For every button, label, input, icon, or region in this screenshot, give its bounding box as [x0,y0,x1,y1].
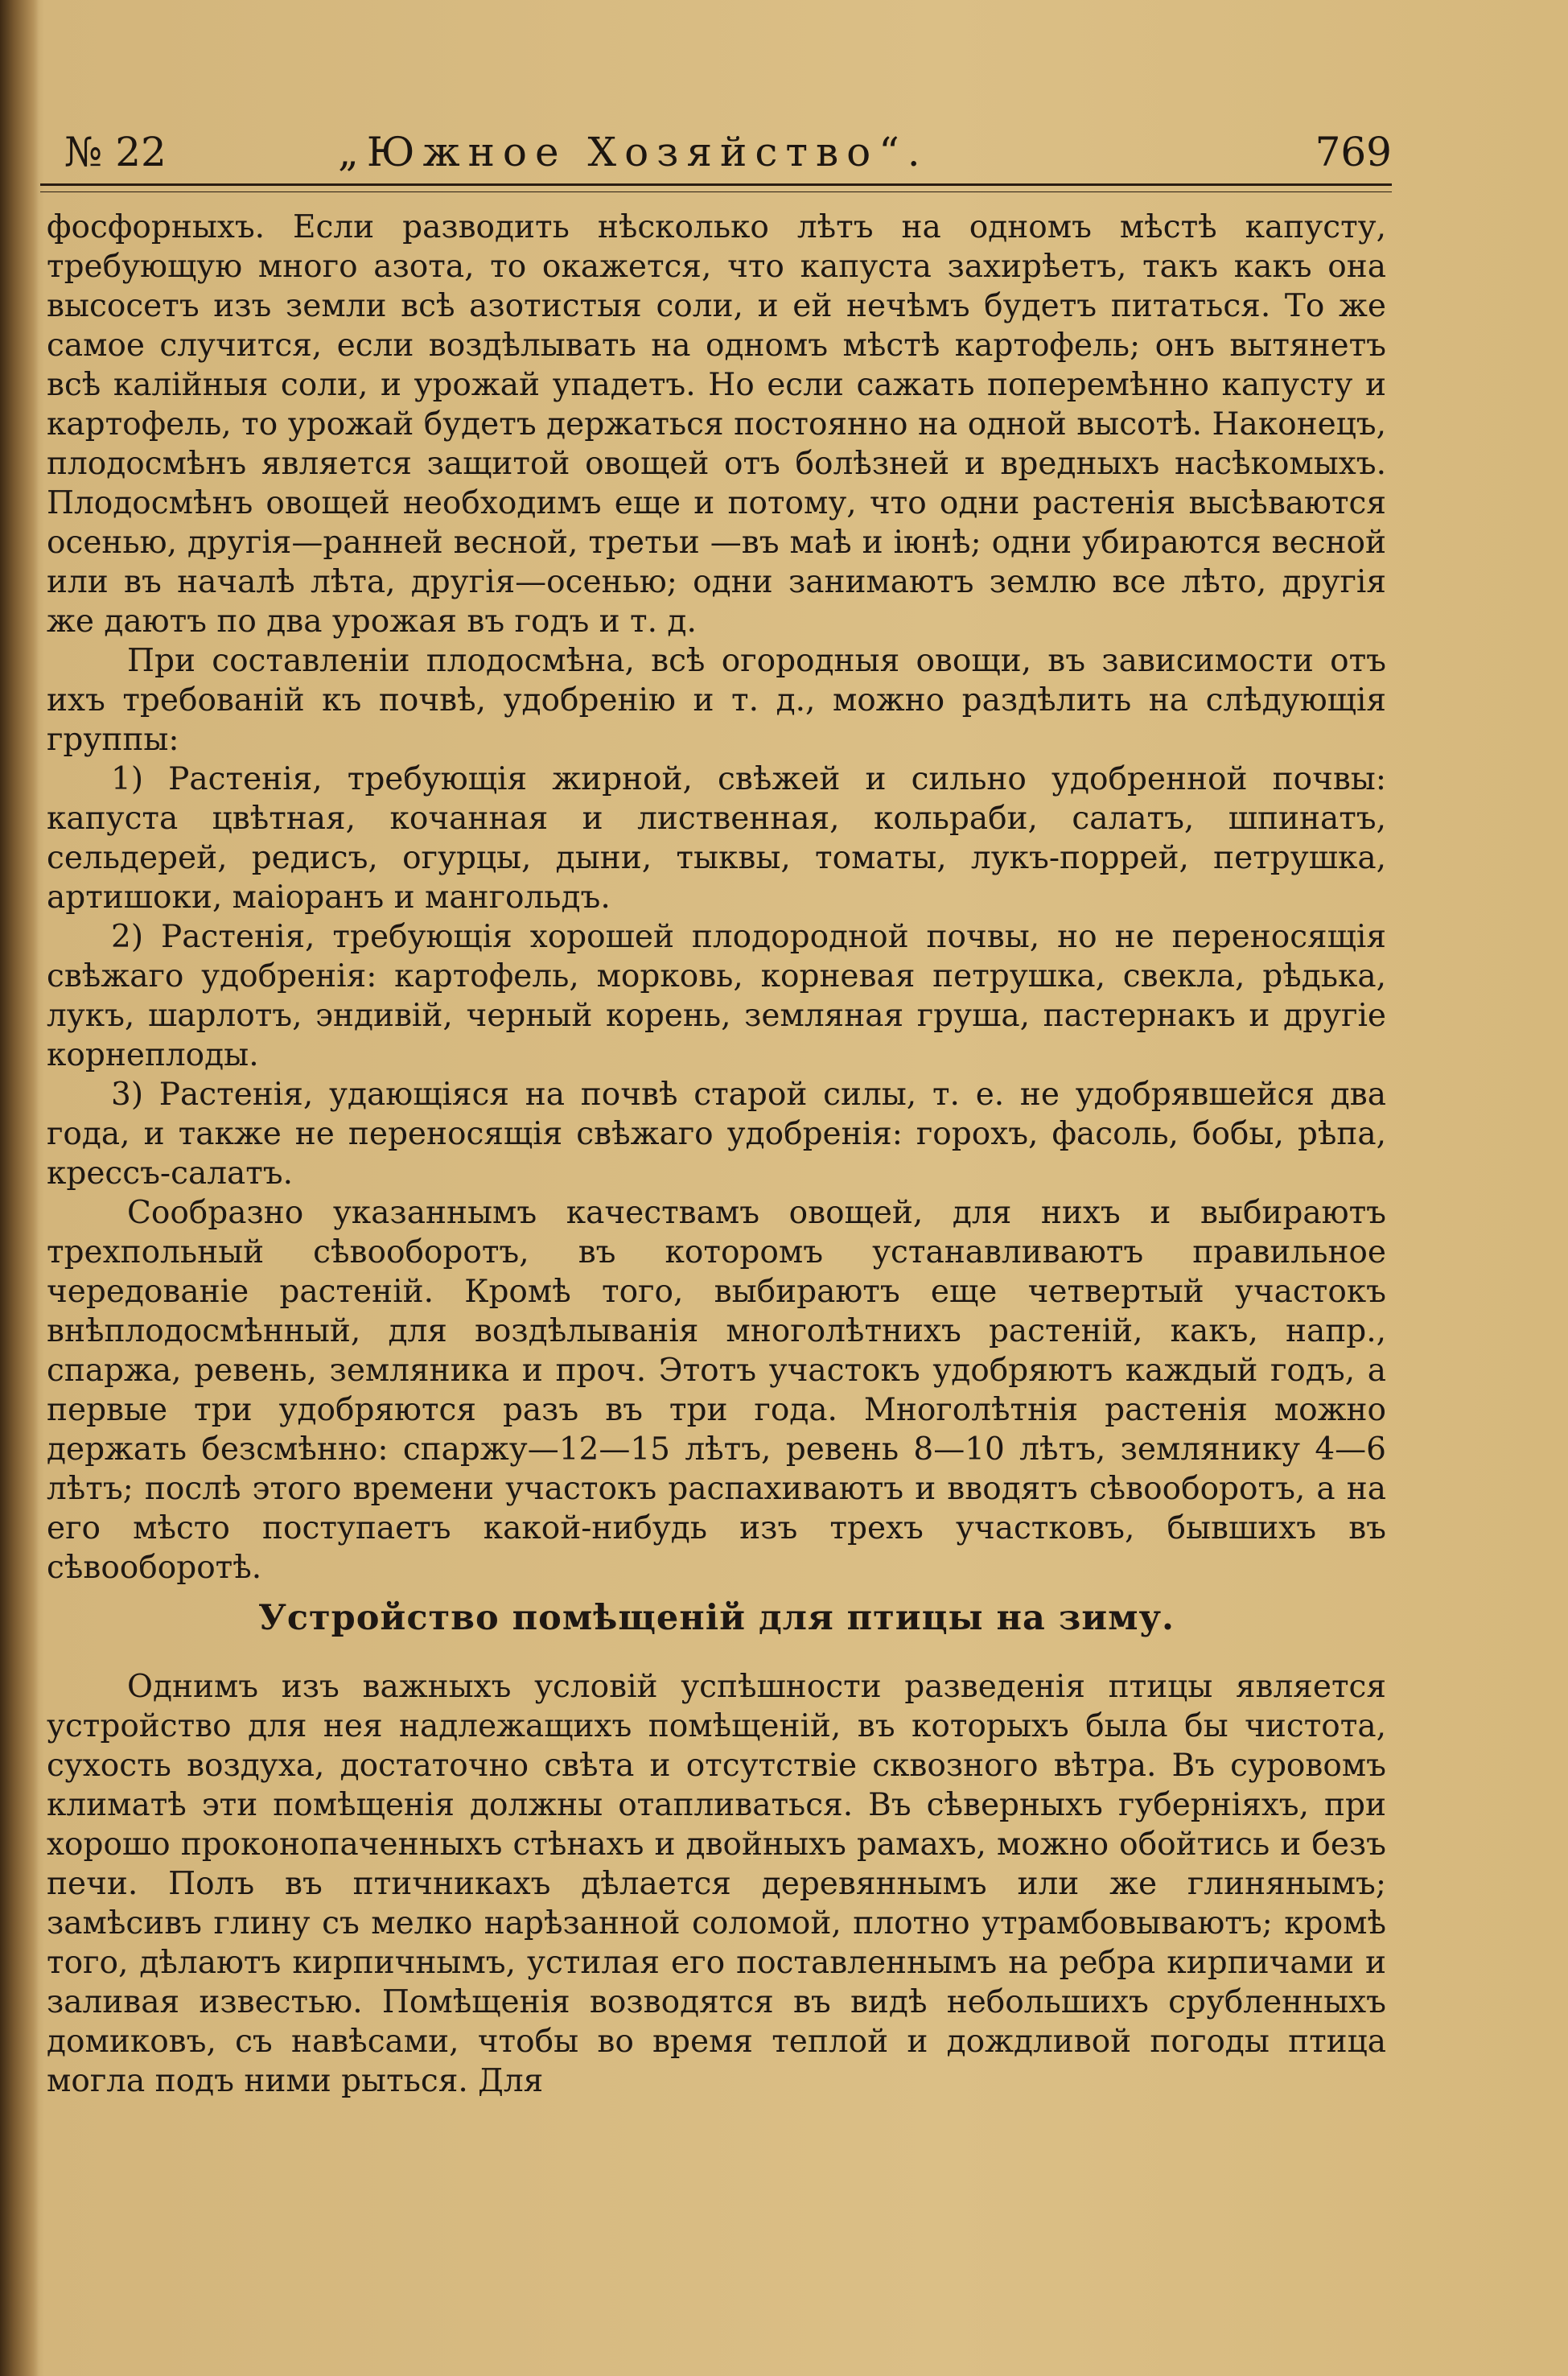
page-binding-edge [0,0,39,2376]
header-rule-thin [40,191,1392,192]
section-heading: Устройство помѣщеній для птицы на зиму. [257,1598,1175,1638]
header-rule [40,183,1392,186]
running-header [64,129,1392,185]
issue-number: № 22 [64,129,167,175]
section-paragraph: Однимъ изъ важныхъ условій успѣшности разведенія птицы является устройство для нея надлежащихъ помѣщеній, въ которыхъ была бы чистота, сухость воздуха, достаточно свѣта и отсутствіе сквозного вѣтра. Въ суровомъ климатѣ эти помѣщенія должны отапливаться. Въ сѣверныхъ губерніяхъ, при хорошо проконопаченныхъ стѣнахъ и двойныхъ рамахъ, можно обойтись и безъ печи. Полъ въ птичникахъ дѣлается деревяннымъ или же глинянымъ; замѣсивъ глину съ мелко нарѣзанной соломой, плотно утрамбовываютъ; кромѣ того, дѣлаютъ кирпичнымъ, устилая его поставленнымъ на ребра кирпичами и заливая известью. Помѣщенія возводятся въ видѣ небольшихъ срубленныхъ домиковъ, съ навѣсами, чтобы во время теплой и дождливой погоды птица могла подъ ними рыться. Для [47,1669,1386,2099]
journal-title: „Южное Хозяйство“. [338,129,928,175]
group-item-1: 1) Растенія, требующія жирной, свѣжей и сильно удобренной почвы: капуста цвѣтная, кочанная и лиственная, кольраби, салатъ, шпинатъ, сельдерей, редисъ, огурцы, дыни, тыквы, томаты, лукъ-поррей, петрушка, артишоки, маіоранъ и мангольдъ. [47,761,1386,916]
group-item-3: 3) Растенія, удающіяся на почвѣ старой силы, т. е. не удобрявшейся два года, и также не переносящія свѣжаго удобренія: горохъ, фасоль, бобы, рѣпа, крессъ-салатъ. [47,1077,1386,1192]
page-number: 769 [1315,129,1392,175]
paragraph-rotation: Сообразно указаннымъ качествамъ овощей, для нихъ и выбираютъ трехпольный сѣвооборотъ, въ которомъ устанавливаютъ правильное чередованіе растеній. Кромѣ того, выбираютъ еще четвертый участокъ внѣплодосмѣнный, для воздѣлыванія многолѣтнихъ растеній, какъ, напр., спаржа, ревень, земляника и проч. Этотъ участокъ удобряютъ каждый годъ, а первые три удобряются разъ въ три года. Многолѣтнія растенія можно держать безсмѣнно: спаржу—12—15 лѣтъ, ревень 8—10 лѣтъ, землянику 4—6 лѣтъ; послѣ этого времени участокъ распахиваютъ и вводятъ сѣвооборотъ, а на его мѣсто поступаетъ какой-нибудь изъ трехъ участковъ, бывшихъ въ сѣвооборотѣ. [47,1195,1386,1586]
article-body [47,208,1386,2101]
paragraph-1: фосфорныхъ. Если разводить нѣсколько лѣтъ на одномъ мѣстѣ капусту, требующую много азота, то окажется, что капуста захирѣетъ, такъ какъ она высосетъ изъ земли всѣ азотистыя соли, и ей нечѣмъ будетъ питаться. То же самое случится, если воздѣлывать на одномъ мѣстѣ картофель; онъ вытянетъ всѣ калійныя соли, и урожай упадетъ. Но если сажать поперемѣнно капусту и картофель, то урожай будетъ держаться постоянно на одной высотѣ. Наконецъ, плодосмѣнъ является защитой овощей отъ болѣзней и вредныхъ насѣкомыхъ. Плодосмѣнъ овощей необходимъ еще и потому, что одни растенія высѣваются осенью, другія—ранней весной, третьи —въ маѣ и іюнѣ; одни убираются весной или въ началѣ лѣта, другія—осенью; одни занимаютъ землю все лѣто, другія же даютъ по два урожая въ годъ и т. д. [47,209,1386,640]
paragraph-2: При составленіи плодосмѣна, всѣ огородныя овощи, въ зависимости отъ ихъ требованій къ почвѣ, удобренію и т. д., можно раздѣлить на слѣдующія группы: [47,643,1386,758]
group-item-2: 2) Растенія, требующія хорошей плодородной почвы, но не переносящія свѣжаго удобренія: картофель, морковь, корневая петрушка, свекла, рѣдька, лукъ, шарлотъ, эндивій, черный корень, земляная груша, пастернакъ и другіе корнеплоды. [47,919,1386,1073]
